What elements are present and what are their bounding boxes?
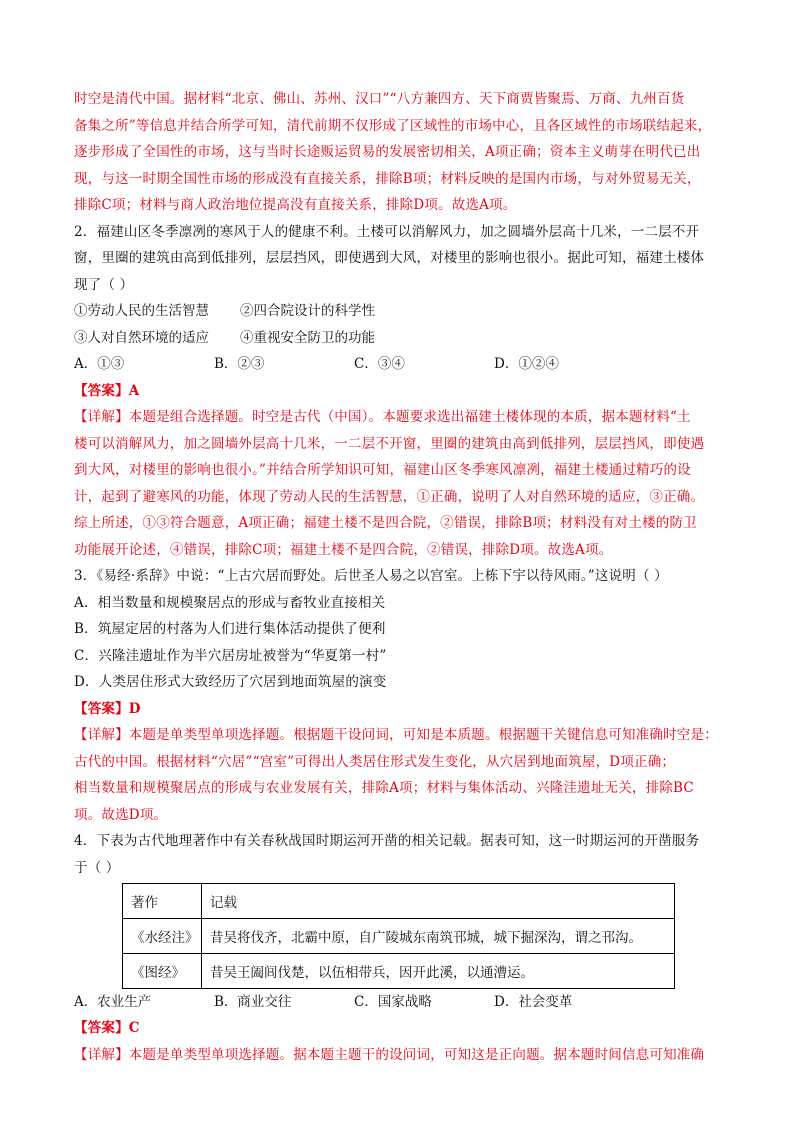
text-line: 【详解】本题是单类型单项选择题。据本题主题干的设问词，可知这是正向题。据本题时间信息可知准确 — [74, 1046, 705, 1063]
table-cell: 昔吴将伐齐，北霸中原，自广陵城东南筑邗城，城下掘深沟，谓之邗沟。 — [202, 919, 675, 954]
options-row — [74, 989, 734, 1015]
option-c: C．③④ — [354, 356, 405, 372]
item-row — [74, 298, 734, 325]
question-stem: 窗，里圈的建筑由高到低排列，层层挡风，即使遇到大风，对楼里的影响也很小。据此可知，福建土楼体 — [74, 250, 705, 266]
text-line: 时空是清代中国。据材料“北京、佛山、苏州、汉口”“八方兼四方、天下商贾皆聚焉、万商、九州百货 — [74, 91, 685, 107]
text-line: 备集之所”等信息并结合所学可知，清代前期不仅形成了区域性的市场中心，且各区域性的市场联结起来， — [74, 117, 712, 134]
text-line: 功能展开论述，④错误，排除C项；福建土楼不是四合院，②错误，排除D项。故选A项。 — [74, 541, 613, 558]
table-cell: 《水经注》 — [123, 919, 202, 954]
option-a: A．相当数量和规模聚居点的形成与畜牧业直接相关 — [74, 594, 386, 611]
text-line: 逐步形成了全国性的市场，这与当时长途贩运贸易的发展密切相关，A项正确；资本主义萌芽在明代已出 — [74, 144, 701, 160]
option-c: C．国家战略 — [354, 994, 432, 1010]
table-row — [123, 954, 675, 989]
option-c: C．兴隆洼遗址作为半穴居房址被誉为“华夏第一村” — [74, 647, 387, 664]
text-line: 到大风，对楼里的影响也很小。”并结合所学知识可知，福建山区冬季寒风凛冽，福建土楼通过精巧的设 — [74, 462, 691, 478]
question-3 — [74, 563, 734, 828]
text-line: 排除C项；材料与商人政治地位提高没有直接关系，排除D项。故选A项。 — [74, 197, 517, 213]
records-table — [122, 883, 675, 989]
question-stem: 于（ ） — [74, 859, 120, 876]
question-stem: 3．《易经·系辞》中说：“上古穴居而野处。后世圣人易之以宫室。上栋下宇以待风雨。”这说明（ ） — [74, 568, 668, 584]
table-header-cell: 著作 — [123, 884, 202, 919]
document-page — [74, 86, 734, 1068]
q1-explanation — [74, 86, 734, 219]
text-line: 项。故选D项。 — [74, 806, 168, 823]
table-header-cell: 记载 — [202, 884, 675, 919]
question-2 — [74, 219, 734, 564]
text-line: 【详解】本题是单类型单项选择题。根据题干设问词，可知是本质题。根据题干关键信息可知准确时空是： — [74, 727, 718, 743]
table-header-row — [123, 884, 675, 919]
answer-label: 【答案】A — [74, 382, 140, 399]
item: ③人对自然环境的适应 — [74, 329, 209, 346]
option-b: B．筑屋定居的村落为人们进行集体活动提供了便利 — [74, 621, 386, 637]
options-row — [74, 351, 734, 378]
option-d: D．①②④ — [494, 356, 559, 372]
option-d: D．人类居住形式大致经历了穴居到地面筑屋的演变 — [74, 674, 387, 690]
option-b: B．商业交往 — [214, 994, 292, 1010]
item: ②四合院设计的科学性 — [240, 303, 375, 319]
option-d: D．社会变革 — [494, 994, 573, 1010]
text-line: 相当数量和规模聚居点的形成与农业发展有关，排除A项；材料与集体活动、兴隆洼遗址无关，排除BC — [74, 780, 694, 796]
table-row — [123, 919, 675, 954]
question-stem: 现了（ ） — [74, 276, 134, 293]
option-a: A．①③ — [74, 356, 125, 372]
answer-label: 【答案】D — [74, 700, 141, 717]
text-line: 楼可以消解风力，加之圆墙外层高十几米，一二层不开窗，里圈的建筑由高到低排列，层层挡风，即使遇 — [74, 435, 705, 452]
item-row — [74, 325, 734, 352]
text-line: 计，起到了避寒风的功能，体现了劳动人民的生活智慧，①正确，说明了人对自然环境的适应，③正确。 — [74, 488, 705, 505]
table-cell: 昔吴王阖闾伐楚，以伍相带兵，因开此溪，以通漕运。 — [202, 954, 675, 989]
question-stem: 2．福建山区冬季凛冽的寒风于人的健康不利。土楼可以消解风力，加之圆墙外层高十几米，一二层不开 — [74, 223, 700, 240]
text-line: 【详解】本题是组合选择题。时空是古代（中国）。本题要求选出福建土楼体现的本质，据本题材料“土 — [74, 409, 691, 425]
text-line: 综上所述，①③符合题意，A项正确；福建土楼不是四合院，②错误，排除B项；材料没有对土楼的防卫 — [74, 515, 697, 531]
text-line: 现，与这一时期全国性市场的形成没有直接关系，排除B项；材料反映的是国内市场，与对外贸易无关， — [74, 170, 701, 187]
question-4 — [74, 828, 734, 1068]
answer-label: 【答案】C — [74, 1020, 140, 1036]
question-stem: 4．下表为古代地理著作中有关春秋战国时期运河开凿的相关记载。据表可知，这一时期运河的开凿服务 — [74, 833, 700, 849]
option-a: A．农业生产 — [74, 994, 152, 1010]
item: ①劳动人民的生活智慧 — [74, 303, 209, 319]
text-line: 古代的中国。根据材料“穴居”“宫室”可得出人类居住形式发生变化，从穴居到地面筑屋，D项正确； — [74, 753, 676, 770]
option-b: B．②③ — [214, 356, 265, 372]
item: ④重视安全防卫的功能 — [240, 329, 375, 346]
table-cell: 《图经》 — [123, 954, 202, 989]
